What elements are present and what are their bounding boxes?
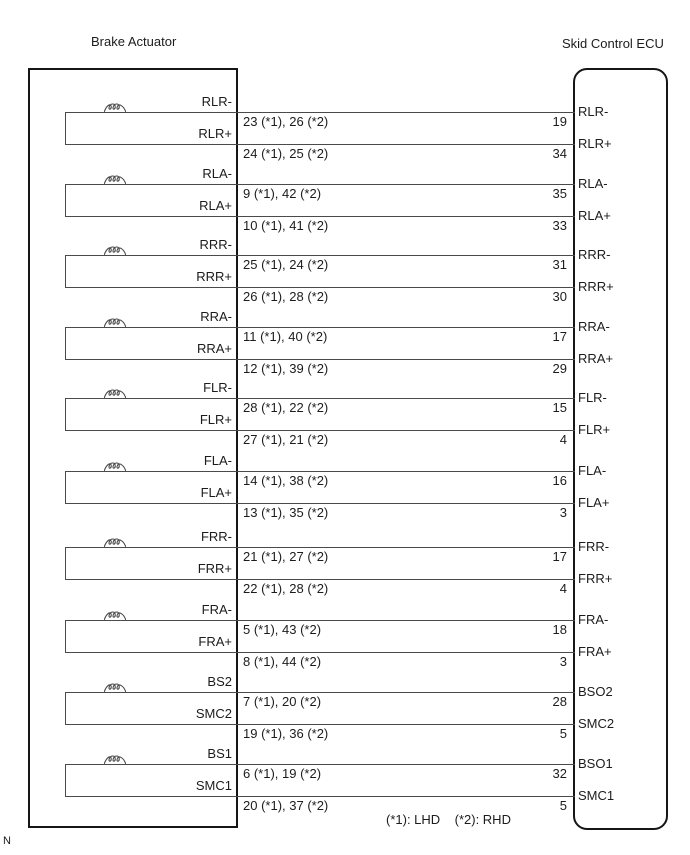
ecu-pin-label: 5 xyxy=(559,726,567,741)
wire-bs1 xyxy=(65,764,575,765)
ecu-pin-label: 5 xyxy=(559,797,567,813)
ecu-pin-label: 4 xyxy=(559,580,567,596)
actuator-pin-label: 9 (*1), 42 (*2) xyxy=(243,185,322,201)
actuator-pin-label: 27 (*1), 21 (*2) xyxy=(243,432,329,447)
ecu-signal-label: SMC1 xyxy=(578,787,615,803)
actuator-signal-label: RRR- xyxy=(199,237,232,252)
actuator-pin-label: 19 (*1), 36 (*2) xyxy=(243,726,329,741)
actuator-pin-label: 12 (*1), 39 (*2) xyxy=(243,360,329,376)
ecu-signal-label: FLR+ xyxy=(578,422,611,437)
wire-smc1 xyxy=(65,796,575,797)
actuator-pin-label: 10 (*1), 41 (*2) xyxy=(243,217,329,233)
wire-rrr-plus xyxy=(65,287,575,288)
ecu-signal-label: FRA+ xyxy=(578,644,612,659)
actuator-signal-label: RLA+ xyxy=(199,197,232,213)
actuator-signal-label: RLR+ xyxy=(198,126,232,141)
actuator-signal-label: FRR+ xyxy=(197,560,232,576)
actuator-pin-label: 26 (*1), 28 (*2) xyxy=(243,289,329,304)
wire-fra-plus xyxy=(65,652,575,653)
ecu-pin-label: 3 xyxy=(559,654,567,669)
ecu-signal-label: RRA- xyxy=(578,318,610,334)
footnote: (*1): LHD (*2): RHD xyxy=(386,812,511,827)
actuator-signal-label: FLR+ xyxy=(199,412,232,427)
ecu-pin-label: 29 xyxy=(552,360,567,376)
coil-icon xyxy=(104,244,126,256)
ecu-pin-label: 31 xyxy=(552,257,567,272)
ecu-signal-label: FRR- xyxy=(578,538,610,554)
coil-icon xyxy=(104,173,126,185)
actuator-signal-label: RRR+ xyxy=(196,269,232,284)
ecu-signal-label: RRR- xyxy=(578,247,611,262)
coil-icon xyxy=(104,101,126,113)
actuator-signal-label: FRR- xyxy=(200,528,232,544)
ecu-signal-label: FRR+ xyxy=(578,570,613,586)
coil-icon xyxy=(104,460,126,472)
right-box-title: Skid Control ECU xyxy=(562,36,664,51)
actuator-pin-label: 25 (*1), 24 (*2) xyxy=(243,257,329,272)
ecu-pin-label: 16 xyxy=(552,473,567,488)
ecu-signal-label: BSO1 xyxy=(578,755,613,771)
actuator-signal-label: BS1 xyxy=(207,745,232,761)
ecu-pin-label: 34 xyxy=(552,146,567,161)
actuator-pin-label: 22 (*1), 28 (*2) xyxy=(243,580,329,596)
wire-flr-minus xyxy=(65,398,575,399)
actuator-pin-label: 5 (*1), 43 (*2) xyxy=(243,622,322,637)
corner-note: N xyxy=(3,835,11,847)
ecu-pin-label: 17 xyxy=(552,328,567,344)
ecu-signal-label: RLR+ xyxy=(578,136,612,151)
actuator-pin-label: 14 (*1), 38 (*2) xyxy=(243,473,329,488)
ecu-signal-label: FLA- xyxy=(578,463,607,478)
coil-icon xyxy=(104,536,126,548)
ecu-signal-label: RLA- xyxy=(578,175,608,191)
actuator-pin-label: 6 (*1), 19 (*2) xyxy=(243,765,322,781)
actuator-signal-label: FLA- xyxy=(203,453,232,468)
actuator-signal-label: RRA+ xyxy=(196,340,232,356)
wire-smc2 xyxy=(65,724,575,725)
ecu-signal-label: RLR- xyxy=(578,104,609,119)
actuator-signal-label: FLA+ xyxy=(200,485,232,500)
actuator-signal-label: RLR- xyxy=(201,94,232,109)
ecu-signal-label: RLA+ xyxy=(578,207,611,223)
wire-fla-plus xyxy=(65,503,575,504)
actuator-signal-label: FRA+ xyxy=(198,634,232,649)
ecu-signal-label: FLR- xyxy=(578,390,607,405)
ecu-pin-label: 19 xyxy=(552,114,567,129)
wire-fra-minus xyxy=(65,620,575,621)
ecu-pin-label: 3 xyxy=(559,505,567,520)
ecu-pin-label: 17 xyxy=(552,548,567,564)
ecu-signal-label: BSO2 xyxy=(578,684,613,699)
wire-rlr-plus xyxy=(65,144,575,145)
ecu-signal-label: SMC2 xyxy=(578,716,615,731)
actuator-pin-label: 13 (*1), 35 (*2) xyxy=(243,505,329,520)
actuator-signal-label: FRA- xyxy=(201,602,232,617)
actuator-signal-label: RLA- xyxy=(202,165,232,181)
actuator-pin-label: 23 (*1), 26 (*2) xyxy=(243,114,329,129)
ecu-pin-label: 4 xyxy=(559,432,567,447)
ecu-pin-label: 18 xyxy=(552,622,567,637)
wire-flr-plus xyxy=(65,430,575,431)
actuator-pin-label: 7 (*1), 20 (*2) xyxy=(243,694,322,709)
ecu-pin-label: 35 xyxy=(552,185,567,201)
coil-icon xyxy=(104,387,126,399)
ecu-signal-label: FRA- xyxy=(578,612,609,627)
ecu-signal-label: FLA+ xyxy=(578,495,610,510)
wire-fla-minus xyxy=(65,471,575,472)
wire-rra-minus xyxy=(65,327,575,328)
wire-rla-minus xyxy=(65,184,575,185)
wire-frr-minus xyxy=(65,547,575,548)
ecu-pin-label: 32 xyxy=(552,765,567,781)
actuator-pin-label: 21 (*1), 27 (*2) xyxy=(243,548,329,564)
coil-icon xyxy=(104,316,126,328)
wire-rra-plus xyxy=(65,359,575,360)
left-box-title: Brake Actuator xyxy=(91,34,177,49)
actuator-signal-label: SMC2 xyxy=(195,706,232,721)
actuator-signal-label: RRA- xyxy=(200,308,232,324)
wire-rla-plus xyxy=(65,216,575,217)
wire-rrr-minus xyxy=(65,255,575,256)
wire-frr-plus xyxy=(65,579,575,580)
coil-icon xyxy=(104,753,126,765)
ecu-pin-label: 15 xyxy=(552,400,567,415)
ecu-signal-label: RRR+ xyxy=(578,279,614,294)
wire-bs2 xyxy=(65,692,575,693)
wire-rlr-minus xyxy=(65,112,575,113)
actuator-pin-label: 11 (*1), 40 (*2) xyxy=(243,328,328,344)
coil-icon xyxy=(104,609,126,621)
actuator-pin-label: 24 (*1), 25 (*2) xyxy=(243,146,329,161)
actuator-pin-label: 28 (*1), 22 (*2) xyxy=(243,400,329,415)
actuator-pin-label: 20 (*1), 37 (*2) xyxy=(243,797,329,813)
actuator-signal-label: BS2 xyxy=(207,674,232,689)
ecu-signal-label: RRA+ xyxy=(578,350,614,366)
ecu-pin-label: 28 xyxy=(552,694,567,709)
ecu-pin-label: 33 xyxy=(552,217,567,233)
actuator-signal-label: FLR- xyxy=(203,380,232,395)
ecu-pin-label: 30 xyxy=(552,289,567,304)
actuator-pin-label: 8 (*1), 44 (*2) xyxy=(243,654,322,669)
coil-icon xyxy=(104,681,126,693)
actuator-signal-label: SMC1 xyxy=(195,777,232,793)
